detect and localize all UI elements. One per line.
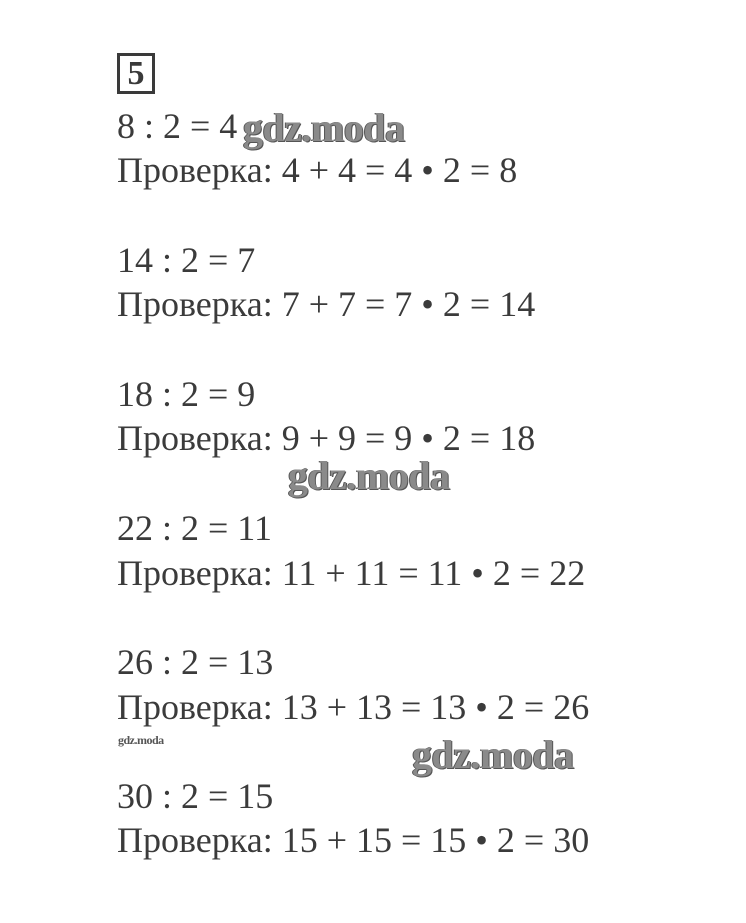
watermark-top: gdz.moda [243, 105, 405, 150]
division-line-5: 26 : 2 = 13 [117, 642, 274, 682]
check-line-4: Проверка: 11 + 11 = 11 • 2 = 22 [117, 553, 586, 593]
check-line-2: Проверка: 7 + 7 = 7 • 2 = 14 [117, 284, 536, 324]
check-line-3: Проверка: 9 + 9 = 9 • 2 = 18 [117, 418, 536, 458]
check-line-6: Проверка: 15 + 15 = 15 • 2 = 30 [117, 820, 590, 860]
division-line-1: 8 : 2 = 4 [117, 106, 238, 146]
watermark-small: gdz.moda [118, 733, 164, 747]
watermark-bottom: gdz.moda [412, 732, 574, 777]
watermark-middle: gdz.moda [288, 453, 450, 498]
check-line-1: Проверка: 4 + 4 = 4 • 2 = 8 [117, 150, 518, 190]
task-number-box: 5 [117, 53, 155, 94]
division-line-6: 30 : 2 = 15 [117, 776, 274, 816]
check-line-5: Проверка: 13 + 13 = 13 • 2 = 26 [117, 687, 590, 727]
division-line-2: 14 : 2 = 7 [117, 240, 256, 280]
division-line-4: 22 : 2 = 11 [117, 508, 272, 548]
division-line-3: 18 : 2 = 9 [117, 374, 256, 414]
